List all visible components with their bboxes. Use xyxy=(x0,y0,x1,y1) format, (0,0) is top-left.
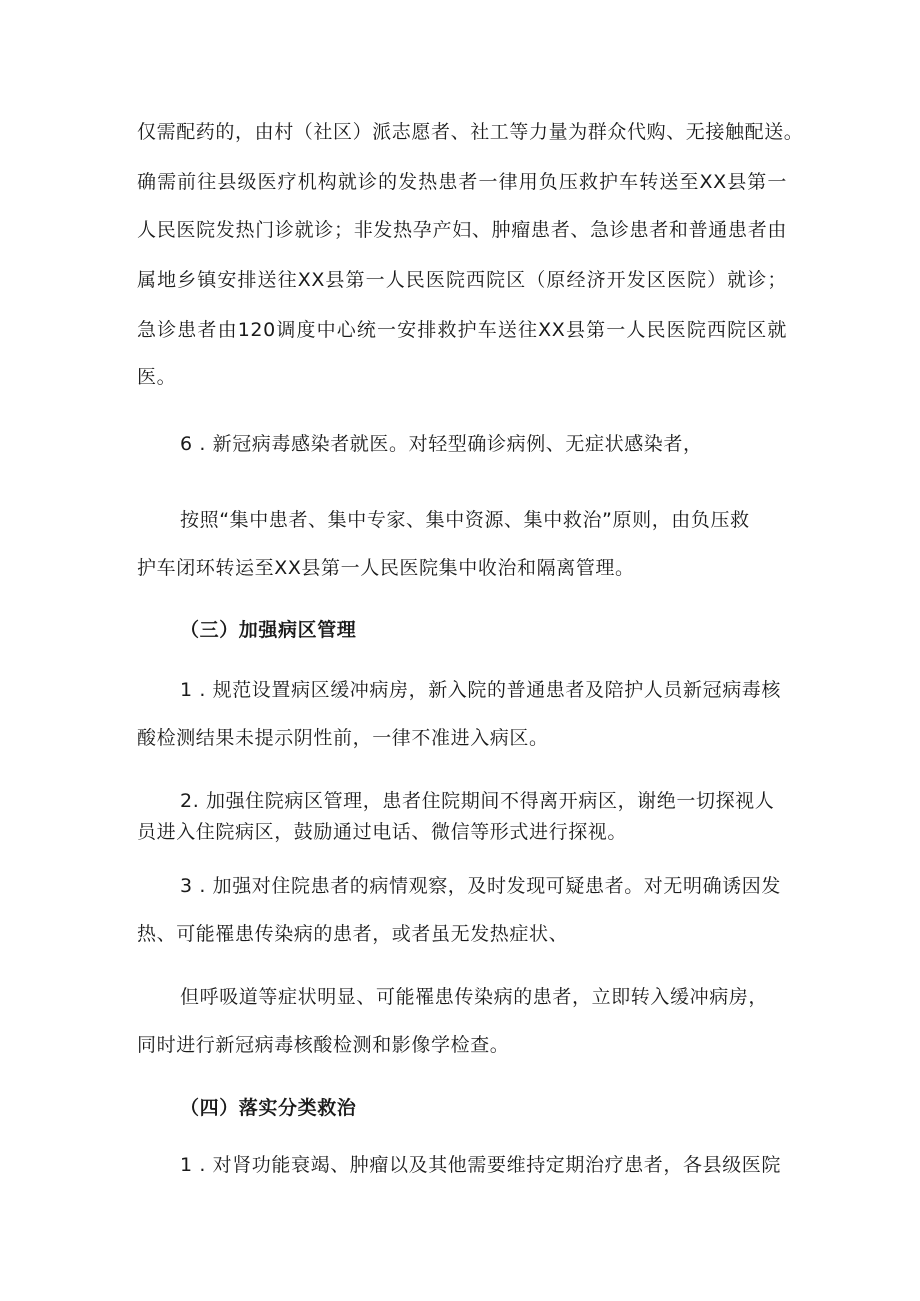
paragraph-line: 人民医院发热门诊就诊；非发热孕产妇、肿瘤患者、急诊患者和普通患者由 xyxy=(137,219,787,241)
numbered-item-1: 1 . 对肾功能衰竭、肿瘤以及其他需要维持定期治疗患者，各县级医院 xyxy=(180,1154,782,1176)
paragraph-line: 酸检测结果未提示阴性前，一律不准进入病区。 xyxy=(137,727,549,749)
section-heading-3: （三）加强病区管理 xyxy=(180,619,357,641)
paragraph-line: 按照“集中患者、集中专家、集中资源、集中救治”原则，由负压救 xyxy=(180,509,750,531)
numbered-item-1: 1 . 规范设置病区缓冲病房，新入院的普通患者及陪护人员新冠病毒核 xyxy=(180,679,782,701)
paragraph-line: 急诊患者由120调度中心统一安排救护车送往XX县第一人民医院西院区就 xyxy=(137,319,787,341)
paragraph-line: 但呼吸道等症状明显、可能罹患传染病的患者，立即转入缓冲病房， xyxy=(180,986,769,1008)
numbered-item-6: 6 . 新冠病毒感染者就医。对轻型确诊病例、无症状感染者， xyxy=(180,433,703,455)
paragraph-line: 属地乡镇安排送往XX县第一人民医院西院区（原经济开发区医院）就诊； xyxy=(137,269,787,291)
paragraph-line: 仅需配药的，由村（社区）派志愿者、社工等力量为群众代购、无接触配送。 xyxy=(137,121,804,143)
paragraph-line: 同时进行新冠病毒核酸检测和影像学检查。 xyxy=(137,1034,510,1056)
paragraph-line: 热、可能罹患传染病的患者，或者虽无发热症状、 xyxy=(137,923,569,945)
section-heading-4: （四）落实分类救治 xyxy=(180,1097,357,1119)
numbered-item-2: 2. 加强住院病区管理，患者住院期间不得离开病区，谢绝一切探视人 xyxy=(180,790,775,812)
paragraph-line: 医。 xyxy=(137,366,177,388)
paragraph-line: 确需前往县级医疗机构就诊的发热患者一律用负压救护车转送至XX县第一 xyxy=(137,171,787,193)
numbered-item-3: 3 . 加强对住院患者的病情观察，及时发现可疑患者。对无明确诱因发 xyxy=(180,875,782,897)
paragraph-line: 护车闭环转运至XX县第一人民医院集中收治和隔离管理。 xyxy=(137,557,635,579)
paragraph-line: 员进入住院病区，鼓励通过电话、微信等形式进行探视。 xyxy=(137,821,628,843)
